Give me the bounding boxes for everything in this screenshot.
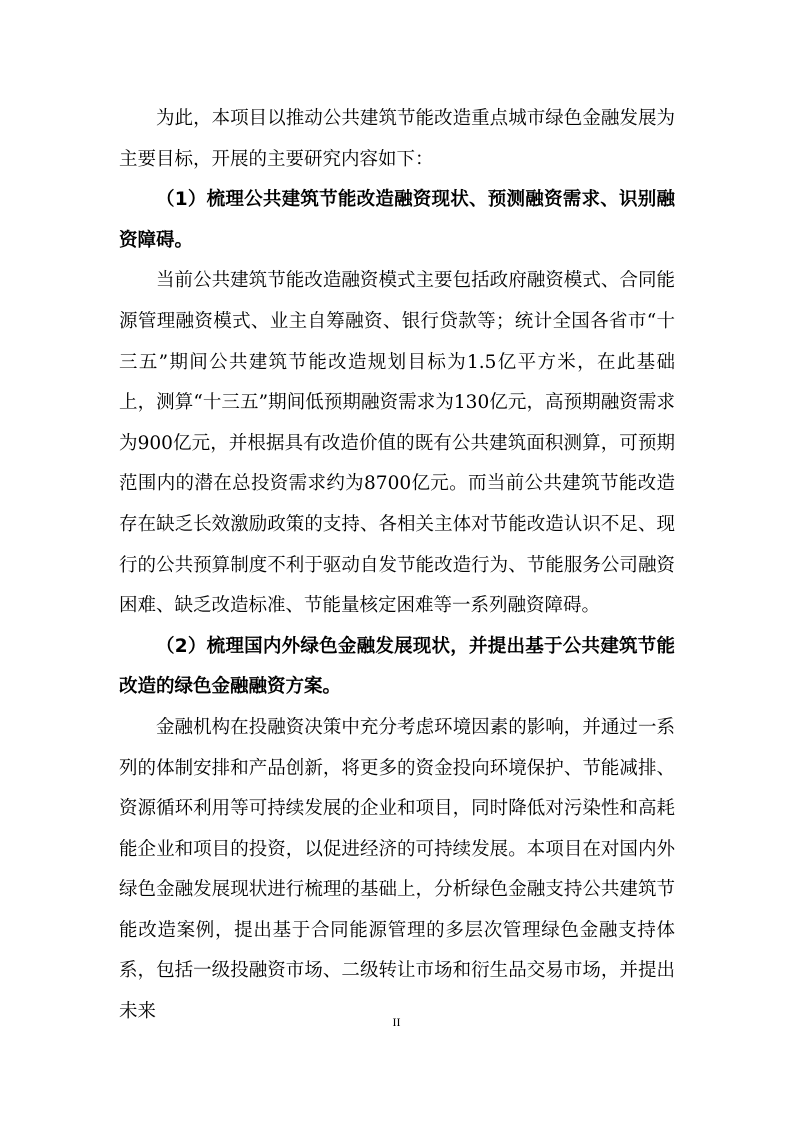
- green-finance-paragraph: 金融机构在投融资决策中充分考虑环境因素的影响，并通过一系列的体制安排和产品创新，将更多的资金投向环境保护、节能减排、资源循环利用等可持续发展的企业和项目，同时降低对污染性和高耗能企业和项目的投资，以促进经济的可持续发展。本项目在对国内外绿色金融发展现状进行梳理的基础上，分析绿色金融支持公共建筑节能改造案例，提出基于合同能源管理的多层次管理绿色金融支持体系，包括一级投融资市场、二级转让市场和衍生品交易市场，并提出未来: [119, 716, 675, 1023]
- section-heading-1: （1）梳理公共建筑节能改造融资现状、预测融资需求、识别融资障碍。: [119, 189, 675, 251]
- page-number: II: [392, 1015, 401, 1029]
- page-body: [119, 99, 675, 1033]
- section-heading-2: （2）梳理国内外绿色金融发展现状，并提出基于公共建筑节能改造的绿色金融融资方案。: [119, 635, 675, 698]
- intro-paragraph: 为此，本项目以推动公共建筑节能改造重点城市绿色金融发展为主要目标，开展的主要研究内容如下：: [119, 108, 675, 170]
- financing-status-paragraph: 当前公共建筑节能改造融资模式主要包括政府融资模式、合同能源管理融资模式、业主自筹融资、银行贷款等；统计全国各省市“十三五”期间公共建筑节能改造规划目标为1.5亿平方米，在此基础上，测算“十三五”期间低预期融资需求为130亿元，高预期融资需求为900亿元，并根据具有改造价值的既有公共建筑面积测算，可预期范围内的潜在总投资需求约为8700亿元。而当前公共建筑节能改造存在缺乏长效激励政策的支持、各相关主体对节能改造认识不足、现行的公共预算制度不利于驱动自发节能改造行为、节能服务公司融资困难、缺乏改造标准、节能量核定困难等一系列融资障碍。: [119, 270, 675, 617]
